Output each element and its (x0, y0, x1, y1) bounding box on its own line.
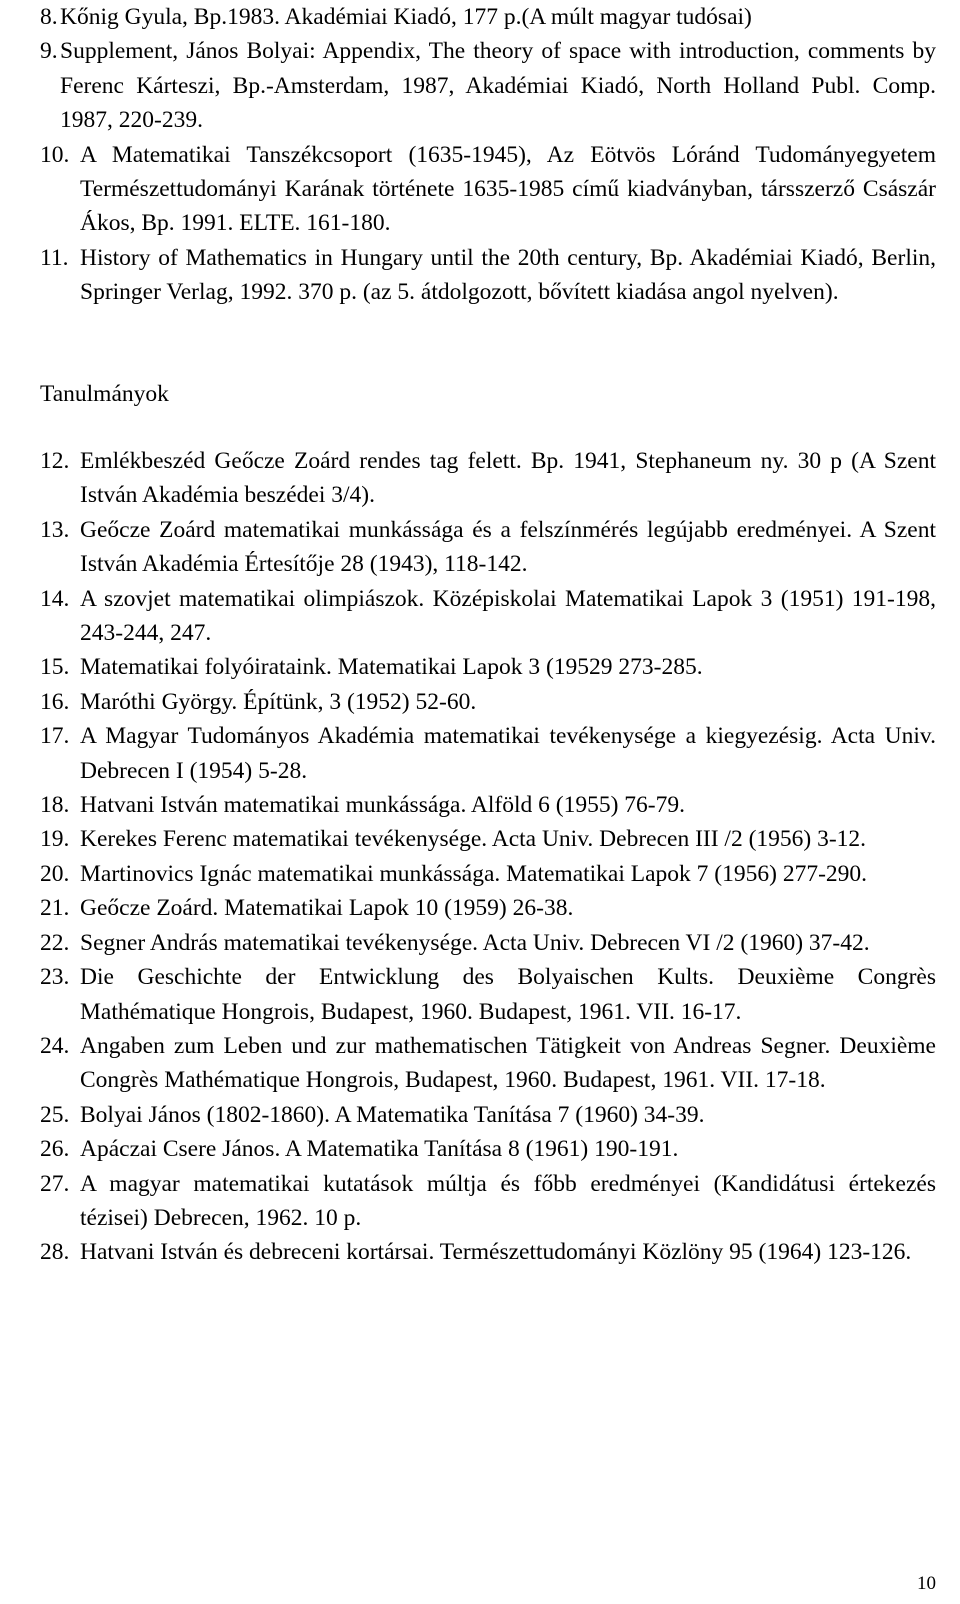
reference-number: 9. (40, 38, 58, 65)
reference-entry (40, 138, 936, 241)
reference-text: History of Mathematics in Hungary until the 20th century, Bp. Akadémiai Kiadó, Berlin, Springer Verlag, 1992. 370 p. (az 5. átdolgozott, bővített kiadása angol nyelven). (80, 244, 936, 306)
reference-text: Supplement, János Bolyai: Appendix, The theory of space with introduction, comments by Ferenc Kárteszi, Bp.-Amsterdam, 1987, Akadémiai Kiadó, North Holland Publ. Comp. 1987, 220-239. (60, 38, 936, 134)
reference-entry (40, 1098, 936, 1132)
reference-text: Die Geschichte der Entwicklung des Bolyaischen Kults. Deuxième Congrès Mathématique Hongrois, Budapest, 1960. Budapest, 1961. VII. 16-17. (80, 964, 936, 1025)
reference-number: 24. (40, 1032, 70, 1059)
reference-entry (40, 685, 936, 719)
reference-entry (40, 513, 936, 582)
reference-text: Hatvani István és debreceni kortársai. Természettudományi Közlöny 95 (1964) 123-126. (80, 1239, 912, 1266)
reference-entry (40, 719, 936, 788)
reference-number: 13. (40, 516, 70, 543)
reference-entry (40, 34, 936, 137)
reference-entry (40, 1235, 936, 1269)
reference-number: 23. (40, 964, 70, 991)
reference-text: A Magyar Tudományos Akadémia matematikai tevékenysége a kiegyezésig. Acta Univ. Debrecen I (1954) 5-28. (80, 723, 936, 784)
reference-text: Maróthi György. Építünk, 3 (1952) 52-60. (80, 688, 477, 715)
reference-text: Segner András matematikai tevékenysége. Acta Univ. Debrecen VI /2 (1960) 37-42. (80, 929, 870, 956)
reference-entry (40, 1132, 936, 1166)
reference-entry (40, 1167, 936, 1236)
reference-list-books (40, 0, 936, 310)
reference-number: 28. (40, 1239, 70, 1266)
reference-number: 16. (40, 688, 70, 715)
reference-number: 14. (40, 585, 70, 612)
reference-text: Bolyai János (1802-1860). A Matematika Tanítása 7 (1960) 34-39. (80, 1101, 705, 1128)
reference-number: 8. (40, 4, 58, 30)
reference-text: Hatvani István matematikai munkássága. Alföld 6 (1955) 76-79. (80, 792, 685, 819)
reference-list-studies (40, 444, 936, 1270)
reference-entry (40, 960, 936, 1029)
reference-entry (40, 891, 936, 925)
reference-text: A magyar matematikai kutatások múltja és főbb eredményei (Kandidátusi értekezés tézisei) Debrecen, 1962. 10 p. (80, 1170, 936, 1231)
reference-entry (40, 650, 936, 684)
reference-number: 25. (40, 1101, 70, 1128)
section-heading: Tanulmányok (40, 381, 169, 407)
reference-entry (40, 926, 936, 960)
reference-number: 20. (40, 860, 70, 887)
reference-entry (40, 788, 936, 822)
reference-number: 21. (40, 895, 70, 922)
reference-number: 18. (40, 792, 70, 819)
reference-number: 27. (40, 1170, 70, 1197)
reference-entry (40, 822, 936, 856)
reference-entry (40, 857, 936, 891)
reference-number: 15. (40, 654, 70, 681)
reference-number: 19. (40, 826, 70, 853)
reference-text: Geőcze Zoárd matematikai munkássága és a felszínmérés legújabb eredményei. A Szent István Akadémia Értesítője 28 (1943), 118-142. (80, 516, 936, 578)
reference-entry (40, 444, 936, 513)
reference-number: 17. (40, 723, 70, 750)
reference-number: 11. (40, 244, 69, 271)
reference-text: Matematikai folyóirataink. Matematikai Lapok 3 (19529 273-285. (80, 654, 703, 681)
reference-entry (40, 1029, 936, 1098)
reference-text: Geőcze Zoárd. Matematikai Lapok 10 (1959) 26-38. (80, 895, 574, 922)
reference-entry (40, 0, 936, 34)
reference-text: Martinovics Ignác matematikai munkássága. Matematikai Lapok 7 (1956) 277-290. (80, 860, 868, 887)
reference-text: Angaben zum Leben und zur mathematischen Tätigkeit von Andreas Segner. Deuxième Congrès Mathématique Hongrois, Budapest, 1960. Budapest, 1961. VII. 17-18. (80, 1032, 936, 1094)
reference-number: 10. (40, 141, 70, 168)
reference-text: Kőnig Gyula, Bp.1983. Akadémiai Kiadó, 177 p.(A múlt magyar tudósai) (60, 4, 752, 30)
reference-entry (40, 241, 936, 310)
reference-text: A szovjet matematikai olimpiászok. Középiskolai Matematikai Lapok 3 (1951) 191-198, 243-244, 247. (80, 585, 936, 647)
reference-text: Emlékbeszéd Geőcze Zoárd rendes tag felett. Bp. 1941, Stephaneum ny. 30 p (A Szent István Akadémia beszédei 3/4). (80, 448, 936, 509)
page-number: 10 (917, 1573, 936, 1594)
reference-number: 22. (40, 929, 70, 956)
reference-entry (40, 582, 936, 651)
reference-text: Kerekes Ferenc matematikai tevékenysége. Acta Univ. Debrecen III /2 (1956) 3-12. (80, 826, 867, 853)
reference-text: A Matematikai Tanszékcsoport (1635-1945), Az Eötvös Lóránd Tudományegyetem Természettudományi Karának története 1635-1985 című kiadványban, társszerző Császár Ákos, Bp. 1991. ELTE. 161-180. (80, 141, 936, 237)
reference-number: 12. (40, 448, 70, 474)
reference-text: Apáczai Csere János. A Matematika Tanítása 8 (1961) 190-191. (80, 1136, 679, 1163)
reference-number: 26. (40, 1136, 70, 1163)
